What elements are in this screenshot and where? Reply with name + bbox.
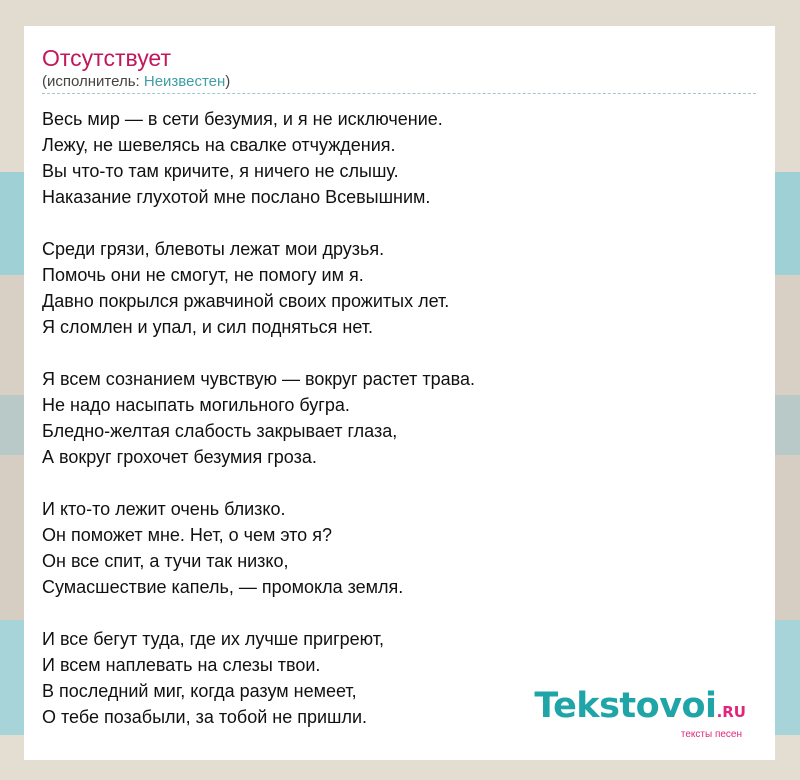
lyric-line: Лежу, не шевелясь на свалке отчуждения. — [42, 135, 396, 155]
lyric-line: Не надо насыпать могильного бугра. — [42, 395, 350, 415]
logo-wordmark — [534, 687, 746, 731]
lyric-line: И всем наплевать на слезы твои. — [42, 655, 321, 675]
lyric-line: Сумасшествие капель, — промокла земля. — [42, 577, 404, 597]
lyric-line: Он все спит, а тучи так низко, — [42, 551, 289, 571]
stanza — [42, 366, 756, 470]
lyric-line: Весь мир — в сети безумия, и я не исключение. — [42, 109, 443, 129]
stanza — [42, 236, 756, 340]
lyric-line: Наказание глухотой мне послано Всевышним. — [42, 187, 431, 207]
divider — [42, 93, 756, 94]
artist-suffix: ) — [225, 73, 231, 90]
lyric-line: Вы что-то там кричите, я ничего не слышу. — [42, 161, 399, 181]
artist-prefix: (исполнитель: — [42, 73, 144, 90]
lyric-line: Среди грязи, блевоты лежат мои друзья. — [42, 239, 385, 259]
logo-tagline: тексты песен — [680, 729, 742, 740]
artist-link[interactable]: Неизвестен — [143, 73, 226, 90]
lyric-line: И все бегут туда, где их лучше пригреют, — [42, 629, 385, 649]
logo-tld: .RU — [716, 703, 746, 721]
lyric-line: Помочь они не смогут, не помогу им я. — [42, 265, 364, 285]
logo-name: Tekstovoi — [534, 686, 717, 726]
lyric-line: В последний миг, когда разум немеет, — [42, 681, 357, 701]
lyric-line: Я сломлен и упал, и сил подняться нет. — [42, 317, 374, 337]
stanza — [42, 496, 756, 600]
lyric-line: Давно покрылся ржавчиной своих прожитых лет. — [42, 291, 450, 311]
lyric-line: А вокруг грохочет безумия гроза. — [42, 447, 317, 467]
song-title: Отсутствует — [42, 45, 171, 71]
stanza — [42, 106, 756, 210]
lyrics-card — [24, 26, 775, 760]
lyric-line: Бледно-желтая слабость закрывает глаза, — [42, 421, 398, 441]
artist-line — [42, 73, 230, 91]
lyric-line: О тебе позабыли, за тобой не пришли. — [42, 707, 368, 727]
lyric-line: И кто-то лежит очень близко. — [42, 499, 286, 519]
lyric-line: Он поможет мне. Нет, о чем это я? — [42, 525, 332, 545]
lyric-line: Я всем сознанием чувствую — вокруг растет трава. — [42, 369, 475, 389]
site-logo[interactable] — [534, 687, 746, 740]
lyrics-body — [42, 106, 756, 756]
